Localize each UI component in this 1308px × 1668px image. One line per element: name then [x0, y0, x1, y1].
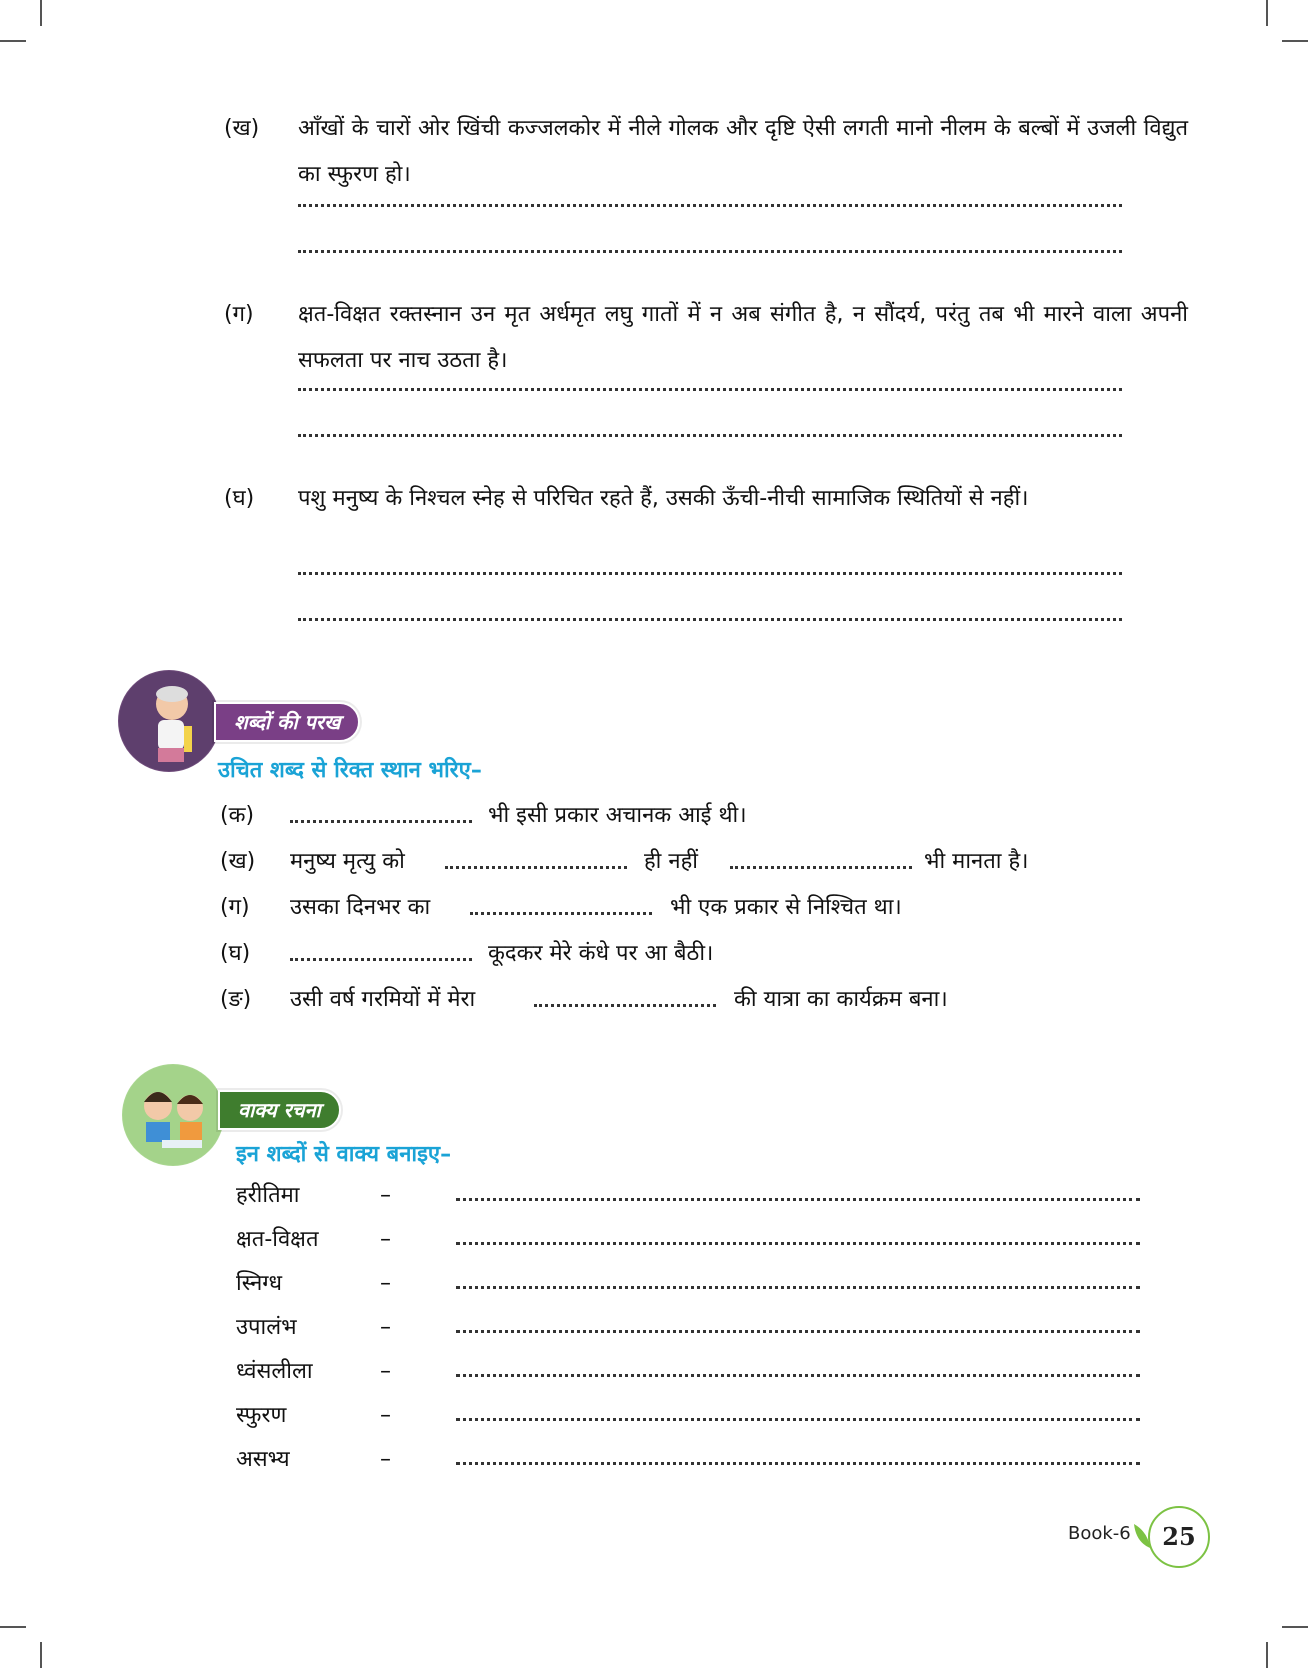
sentence-line[interactable] [456, 1286, 1140, 1289]
fill-text: उसी वर्ष गरमियों में मेरा [290, 987, 476, 1012]
fill-label: (ग) [220, 895, 250, 920]
fill-row [220, 842, 1120, 882]
banner-text: शब्दों की परख [234, 710, 341, 734]
fill-text: मनुष्य मृत्यु को [290, 849, 405, 874]
answer-line[interactable] [298, 434, 1122, 437]
fill-row [220, 934, 1120, 974]
word-row [236, 1440, 1136, 1480]
section-banner-shabdon-ki-parakh [214, 702, 360, 742]
fill-label: (क) [220, 803, 255, 828]
dash: – [380, 1359, 391, 1384]
question-text: पशु मनुष्य के निश्चल स्नेह से परिचित रहते हैं, उसकी ऊँची-नीची सामाजिक स्थितियों से नहीं। [298, 486, 1029, 511]
page-number: 25 [1162, 1522, 1196, 1551]
crop-mark [1266, 1642, 1268, 1668]
answer-line[interactable] [298, 204, 1122, 207]
dash: – [380, 1227, 391, 1252]
question-text: क्षत-विक्षत रक्तस्नान उन मृत अर्धमृत लघु गातों में न अब संगीत है, न सौंदर्य, परंतु तब भी मारने वाला अपनी सफलता पर नाच उठता है। [298, 302, 1188, 373]
section-instruction: उचित शब्द से रिक्त स्थान भरिए– [218, 758, 482, 783]
dash: – [380, 1271, 391, 1296]
answer-line[interactable] [298, 572, 1122, 575]
word-row [236, 1352, 1136, 1392]
blank-line[interactable] [730, 866, 912, 869]
dash: – [380, 1447, 391, 1472]
word: स्निग्ध [236, 1271, 283, 1296]
fill-text: भी इसी प्रकार अचानक आई थी। [488, 803, 747, 828]
fill-text: भी एक प्रकार से निश्चित था। [670, 895, 902, 920]
blank-line[interactable] [534, 1004, 716, 1007]
fill-text: की यात्रा का कार्यक्रम बना। [734, 987, 948, 1012]
crop-mark [1282, 40, 1308, 42]
word: ध्वंसलीला [236, 1359, 313, 1384]
crop-mark [0, 40, 26, 42]
sentence-line[interactable] [456, 1374, 1140, 1377]
word-row [236, 1308, 1136, 1348]
fill-text: ही नहीं [644, 849, 698, 874]
crop-mark [0, 1626, 26, 1628]
crop-mark [40, 1642, 42, 1668]
dash: – [380, 1403, 391, 1428]
word: क्षत-विक्षत [236, 1227, 319, 1252]
section-banner-vakya-rachna [218, 1090, 341, 1130]
fill-label: (घ) [220, 941, 251, 966]
sentence-line[interactable] [456, 1418, 1140, 1421]
fill-text: उसका दिनभर का [290, 895, 431, 920]
dash: – [380, 1183, 391, 1208]
word: उपालंभ [236, 1315, 297, 1340]
blank-line[interactable] [290, 958, 472, 961]
sentence-line[interactable] [456, 1462, 1140, 1465]
answer-line[interactable] [298, 388, 1122, 391]
fill-row [220, 980, 1120, 1020]
fill-text: कूदकर मेरे कंधे पर आ बैठी। [488, 941, 714, 966]
word: असभ्य [236, 1447, 290, 1472]
word-row [236, 1220, 1136, 1260]
question-label: (ग) [224, 302, 254, 327]
section-illustration-kids [122, 1064, 224, 1166]
blank-line[interactable] [445, 866, 627, 869]
blank-line[interactable] [290, 820, 472, 823]
question-text: आँखों के चारों ओर खिंची कज्जलकोर में नीले गोलक और दृष्टि ऐसी लगती मानो नीलम के बल्बों में उजली विद्युत का स्फुरण हो। [298, 116, 1188, 187]
blank-line[interactable] [470, 912, 652, 915]
answer-line[interactable] [298, 618, 1122, 621]
fill-text: भी मानता है। [924, 849, 1029, 874]
word: हरीतिमा [236, 1183, 300, 1208]
sentence-line[interactable] [456, 1198, 1140, 1201]
section-illustration-boy [118, 670, 220, 772]
word-row [236, 1396, 1136, 1436]
word-row [236, 1264, 1136, 1304]
question-label: (घ) [224, 486, 255, 511]
word-row [236, 1176, 1136, 1216]
banner-text: वाक्य रचना [238, 1098, 321, 1122]
fill-label: (ख) [220, 849, 256, 874]
book-label: Book-6 [1068, 1523, 1131, 1544]
sentence-line[interactable] [456, 1242, 1140, 1245]
word: स्फुरण [236, 1403, 287, 1428]
answer-line[interactable] [298, 250, 1122, 253]
crop-mark [40, 0, 42, 26]
fill-row [220, 888, 1120, 928]
fill-label: (ङ) [220, 987, 252, 1012]
sentence-line[interactable] [456, 1330, 1140, 1333]
section-instruction: इन शब्दों से वाक्य बनाइए– [236, 1142, 452, 1167]
dash: – [380, 1315, 391, 1340]
crop-mark [1282, 1626, 1308, 1628]
crop-mark [1266, 0, 1268, 26]
question-label: (ख) [224, 116, 260, 141]
fill-row [220, 796, 1120, 836]
